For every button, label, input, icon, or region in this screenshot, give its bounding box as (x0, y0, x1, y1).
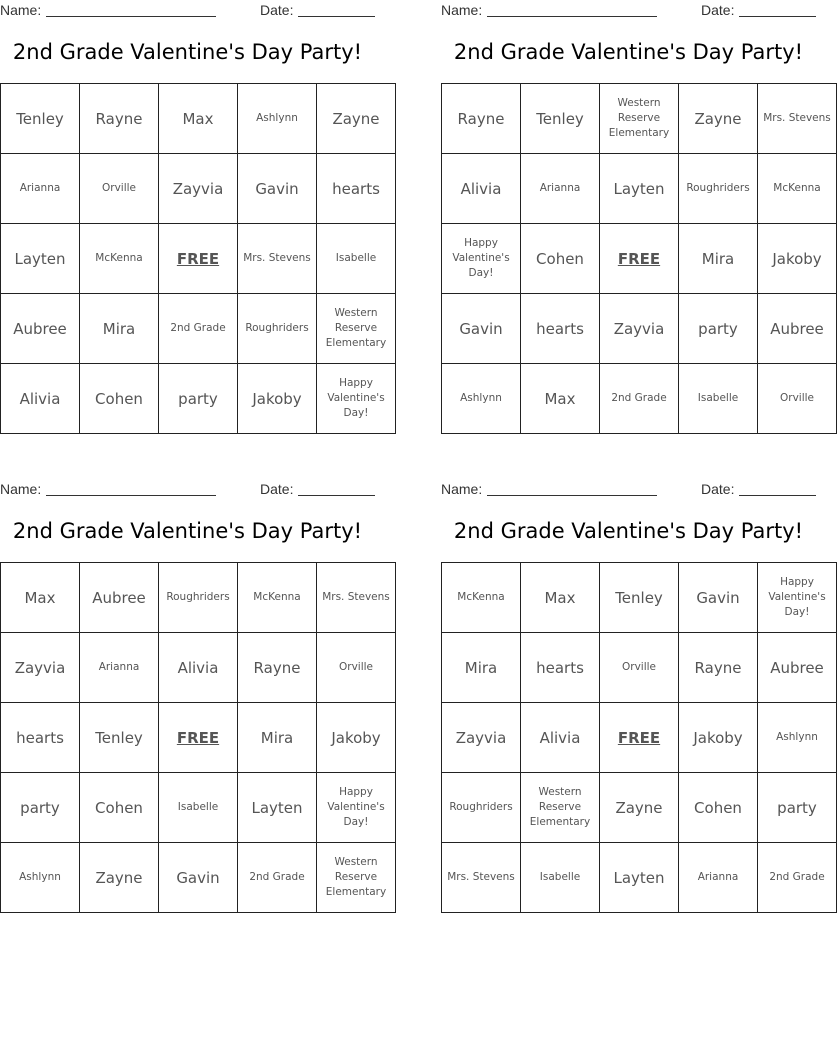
bingo-cell: Roughriders (159, 563, 238, 633)
bingo-cell: McKenna (758, 154, 837, 224)
card-header (441, 481, 816, 499)
name-field-line (46, 16, 216, 17)
bingo-grid (0, 83, 396, 434)
grid-row (1, 773, 396, 843)
bingo-cell: Zayne (679, 84, 758, 154)
bingo-cell: Mrs. Stevens (442, 843, 521, 913)
bingo-cell: Max (159, 84, 238, 154)
bingo-cell: 2nd Grade (600, 364, 679, 434)
grid-row (442, 703, 837, 773)
bingo-cell: Western Reserve Elementary (317, 294, 396, 364)
bingo-cell: Zayvia (600, 294, 679, 364)
bingo-cell: Isabelle (159, 773, 238, 843)
grid-row (1, 563, 396, 633)
bingo-cell: Gavin (238, 154, 317, 224)
bingo-cell: Zayvia (442, 703, 521, 773)
bingo-cell: Layten (600, 843, 679, 913)
bingo-card (0, 479, 390, 914)
grid-row (442, 224, 837, 294)
grid-row (442, 364, 837, 434)
bingo-cell: Roughriders (679, 154, 758, 224)
bingo-cell: Cohen (80, 364, 159, 434)
bingo-cell: McKenna (80, 224, 159, 294)
free-space-cell: FREE (159, 224, 238, 294)
bingo-cell: Max (1, 563, 80, 633)
bingo-cell: Orville (317, 633, 396, 703)
bingo-cell: Ashlynn (1, 843, 80, 913)
bingo-cell: Alivia (442, 154, 521, 224)
date-field-line (298, 495, 375, 496)
name-label: Name: (0, 481, 42, 497)
bingo-cell: Arianna (521, 154, 600, 224)
bingo-cell: Tenley (80, 703, 159, 773)
bingo-cell: Happy Valentine's Day! (317, 773, 396, 843)
grid-row (1, 224, 396, 294)
bingo-cell: 2nd Grade (238, 843, 317, 913)
bingo-cell: Orville (758, 364, 837, 434)
name-field-line (487, 495, 657, 496)
bingo-cell: Ashlynn (758, 703, 837, 773)
bingo-cell: Western Reserve Elementary (317, 843, 396, 913)
grid-row (1, 843, 396, 913)
bingo-cell: Happy Valentine's Day! (758, 563, 837, 633)
date-field-line (739, 495, 816, 496)
bingo-cell: Alivia (159, 633, 238, 703)
bingo-cell: Alivia (1, 364, 80, 434)
bingo-cell: Cohen (521, 224, 600, 294)
bingo-cell: Mira (238, 703, 317, 773)
name-label: Name: (441, 2, 483, 18)
grid-row (1, 633, 396, 703)
bingo-cell: Mira (80, 294, 159, 364)
bingo-cell: Isabelle (317, 224, 396, 294)
bingo-cell: Mrs. Stevens (758, 84, 837, 154)
bingo-cell: Gavin (159, 843, 238, 913)
name-field-line (487, 16, 657, 17)
grid-row (1, 703, 396, 773)
bingo-cell: Orville (80, 154, 159, 224)
bingo-cell: party (679, 294, 758, 364)
grid-row (1, 84, 396, 154)
bingo-cell: Roughriders (442, 773, 521, 843)
bingo-cell: Mira (679, 224, 758, 294)
name-field-line (46, 495, 216, 496)
grid-row (442, 633, 837, 703)
bingo-cell: Aubree (758, 294, 837, 364)
bingo-cell: Rayne (442, 84, 521, 154)
bingo-cell: Mrs. Stevens (317, 563, 396, 633)
bingo-cell: Roughriders (238, 294, 317, 364)
bingo-cell: Zayne (317, 84, 396, 154)
bingo-cell: Happy Valentine's Day! (317, 364, 396, 434)
card-title: 2nd Grade Valentine's Day Party! (453, 519, 804, 543)
bingo-cell: Layten (1, 224, 80, 294)
grid-row (1, 154, 396, 224)
bingo-cell: party (1, 773, 80, 843)
bingo-grid (0, 562, 396, 913)
grid-row (1, 294, 396, 364)
grid-row (442, 563, 837, 633)
bingo-cell: Rayne (679, 633, 758, 703)
date-label: Date: (260, 481, 294, 497)
bingo-cell: Rayne (80, 84, 159, 154)
bingo-cell: Rayne (238, 633, 317, 703)
card-header (0, 2, 375, 20)
bingo-cell: Ashlynn (238, 84, 317, 154)
grid-row (442, 294, 837, 364)
grid-row (442, 773, 837, 843)
bingo-card (0, 0, 387, 435)
bingo-cell: party (159, 364, 238, 434)
bingo-cell: Layten (238, 773, 317, 843)
bingo-cell: Max (521, 563, 600, 633)
date-label: Date: (701, 481, 735, 497)
bingo-cell: Ashlynn (442, 364, 521, 434)
bingo-cell: hearts (1, 703, 80, 773)
bingo-cell: hearts (317, 154, 396, 224)
bingo-cell: hearts (521, 294, 600, 364)
bingo-cell: Layten (600, 154, 679, 224)
grid-row (442, 843, 837, 913)
free-space-cell: FREE (600, 703, 679, 773)
bingo-cell: Arianna (80, 633, 159, 703)
bingo-cell: Alivia (521, 703, 600, 773)
bingo-cell: Aubree (758, 633, 837, 703)
bingo-cell: Western Reserve Elementary (600, 84, 679, 154)
bingo-cell: McKenna (238, 563, 317, 633)
bingo-cell: Jakoby (238, 364, 317, 434)
bingo-cell: Zayne (80, 843, 159, 913)
bingo-cell: Zayvia (1, 633, 80, 703)
card-title: 2nd Grade Valentine's Day Party! (453, 40, 804, 64)
date-field-line (298, 16, 375, 17)
card-title: 2nd Grade Valentine's Day Party! (12, 40, 363, 64)
bingo-cell: McKenna (442, 563, 521, 633)
bingo-cell: Mira (442, 633, 521, 703)
bingo-cell: 2nd Grade (159, 294, 238, 364)
bingo-cell: Western Reserve Elementary (521, 773, 600, 843)
bingo-cell: Isabelle (679, 364, 758, 434)
bingo-card (441, 479, 826, 914)
free-space-cell: FREE (600, 224, 679, 294)
name-label: Name: (0, 2, 42, 18)
bingo-card (441, 0, 831, 435)
bingo-cell: Tenley (1, 84, 80, 154)
bingo-cell: Tenley (600, 563, 679, 633)
bingo-cell: Aubree (1, 294, 80, 364)
grid-row (442, 84, 837, 154)
bingo-cell: Zayne (600, 773, 679, 843)
bingo-cell: Max (521, 364, 600, 434)
bingo-cell: Zayvia (159, 154, 238, 224)
bingo-cell: Gavin (442, 294, 521, 364)
card-header (441, 2, 816, 20)
bingo-cell: Arianna (1, 154, 80, 224)
bingo-cell: Isabelle (521, 843, 600, 913)
bingo-cell: Jakoby (758, 224, 837, 294)
bingo-cell: Tenley (521, 84, 600, 154)
bingo-cell: 2nd Grade (758, 843, 837, 913)
card-header (0, 481, 375, 499)
name-label: Name: (441, 481, 483, 497)
bingo-cell: Cohen (679, 773, 758, 843)
card-title: 2nd Grade Valentine's Day Party! (12, 519, 363, 543)
bingo-grid (441, 83, 837, 434)
bingo-cell: Jakoby (317, 703, 396, 773)
free-space-cell: FREE (159, 703, 238, 773)
bingo-cell: Aubree (80, 563, 159, 633)
bingo-cell: Happy Valentine's Day! (442, 224, 521, 294)
bingo-cell: Jakoby (679, 703, 758, 773)
bingo-cell: Orville (600, 633, 679, 703)
bingo-cell: Mrs. Stevens (238, 224, 317, 294)
bingo-cell: Arianna (679, 843, 758, 913)
bingo-grid (441, 562, 837, 913)
grid-row (1, 364, 396, 434)
grid-row (442, 154, 837, 224)
bingo-cell: Gavin (679, 563, 758, 633)
bingo-cell: party (758, 773, 837, 843)
bingo-cell: hearts (521, 633, 600, 703)
date-label: Date: (260, 2, 294, 18)
date-label: Date: (701, 2, 735, 18)
bingo-cell: Cohen (80, 773, 159, 843)
date-field-line (739, 16, 816, 17)
